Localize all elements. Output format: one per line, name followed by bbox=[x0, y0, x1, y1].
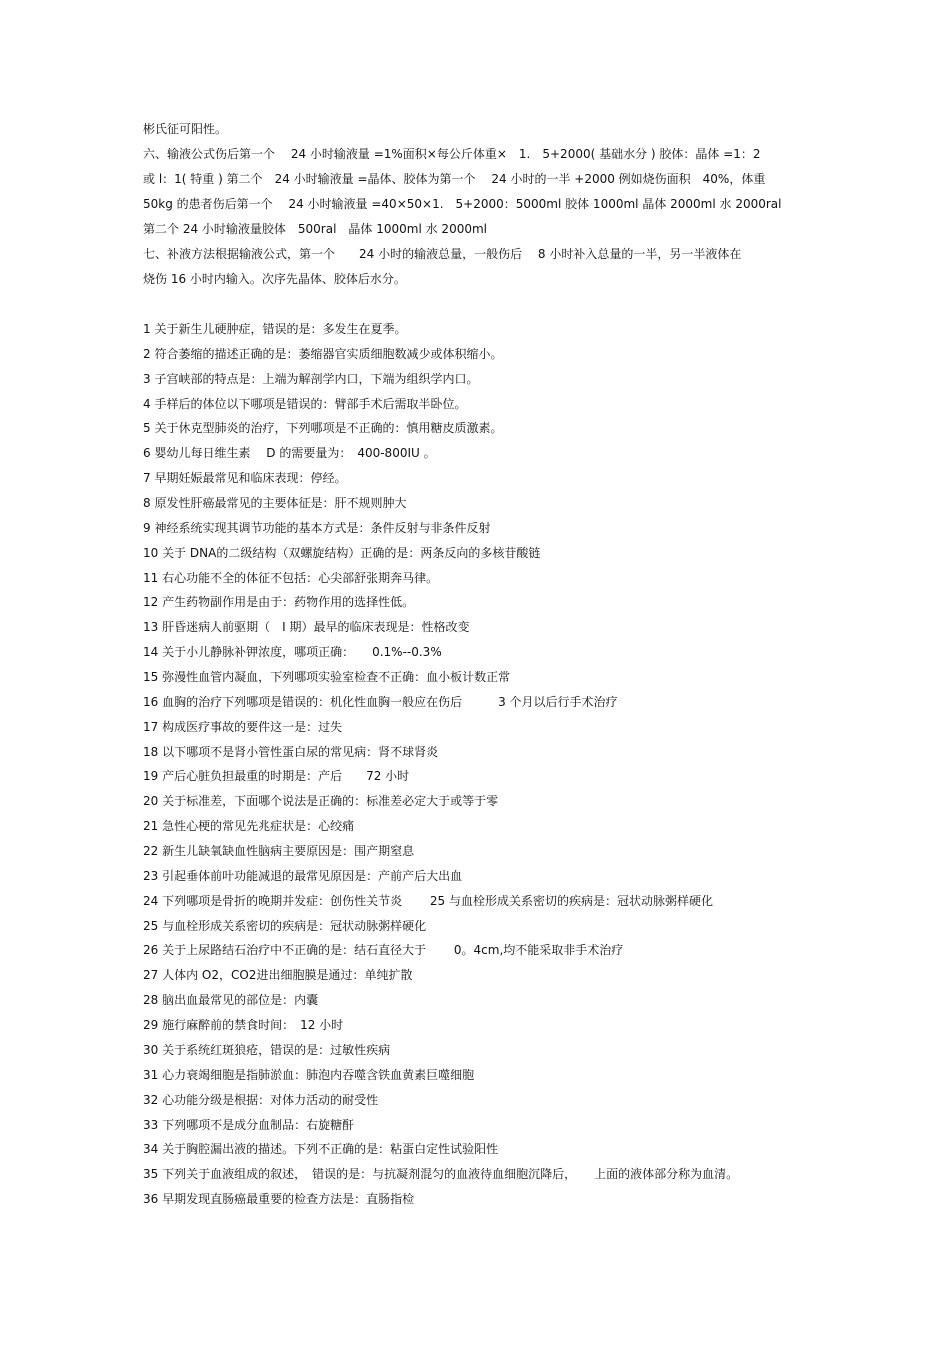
question-list bbox=[143, 317, 813, 1212]
question-item: 24 下列哪项是骨折的晚期并发症：创伤性关节炎 25 与血栓形成关系密切的疾病是：冠状动脉粥样硬化 bbox=[143, 893, 713, 908]
question-item: 3 子宫峡部的特点是：上端为解剖学内口，下端为组织学内口。 bbox=[143, 371, 479, 386]
question-item: 23 引起垂体前叶功能减退的最常见原因是：产前产后大出血 bbox=[143, 868, 463, 883]
question-item: 17 构成医疗事故的要件这一是：过失 bbox=[143, 719, 343, 734]
question-item: 13 肝昏迷病人前驱期（ I 期）最早的临床表现是：性格改变 bbox=[143, 620, 470, 635]
question-item: 22 新生儿缺氧缺血性脑病主要原因是：围产期窒息 bbox=[143, 844, 415, 859]
question-item: 25 与血栓形成关系密切的疾病是：冠状动脉粥样硬化 bbox=[143, 918, 427, 933]
question-item: 20 关于标准差，下面哪个说法是正确的：标准差必定大于或等于零 bbox=[143, 794, 499, 809]
intro-line: 彬氏征可阳性。 bbox=[143, 122, 228, 136]
question-item: 6 婴幼儿每日维生素 D 的需要量为： 400-800IU 。 bbox=[143, 446, 436, 461]
question-item: 19 产后心脏负担最重的时期是：产后 72 小时 bbox=[143, 769, 410, 784]
question-item: 30 关于系统红斑狼疮，错误的是：过敏性疾病 bbox=[143, 1042, 391, 1057]
question-item: 8 原发性肝癌最常见的主要体征是：肝不规则肿大 bbox=[143, 496, 407, 511]
intro-line: 或 l：1( 特重 ) 第二个 24 小时输液量 =晶体、胶体为第一个 24 小时的一半 +2000 例如烧伤面积 40%，体重 bbox=[143, 172, 766, 186]
question-item: 31 心力衰竭细胞是指肺淤血：肺泡内吞噬含铁血黄素巨噬细胞 bbox=[143, 1067, 475, 1082]
question-item: 21 急性心梗的常见先兆症状是：心绞痛 bbox=[143, 819, 355, 834]
question-item: 14 关于小儿静脉补钾浓度，哪项正确： 0.1%--0.3% bbox=[143, 645, 442, 660]
question-item: 16 血胸的治疗下列哪项是错误的：机化性血胸一般应在伤后 3 个月以后行手术治疗 bbox=[143, 694, 618, 709]
question-item: 7 早期妊娠最常见和临床表现：停经。 bbox=[143, 471, 347, 486]
question-item: 32 心功能分级是根据：对体力活动的耐受性 bbox=[143, 1092, 379, 1107]
question-item: 28 脑出血最常见的部位是：内囊 bbox=[143, 993, 319, 1008]
intro-line: 七、补液方法根据输液公式，第一个 24 小时的输液总量，一般伤后 8 小时补入总量的一半，另一半液体在 bbox=[143, 247, 742, 261]
question-item: 15 弥漫性血管内凝血，下列哪项实验室检查不正确：血小板计数正常 bbox=[143, 670, 511, 685]
question-item: 18 以下哪项不是肾小管性蛋白尿的常见病：肾不球肾炎 bbox=[143, 744, 439, 759]
intro-line: 第二个 24 小时输液量胶体 500ral 晶体 1000ml 水 2000ml bbox=[143, 222, 487, 236]
intro-line: 六、输液公式伤后第一个 24 小时输液量 =1%面积×每公斤体重× 1. 5+2000( 基础水分 ) 胶体：晶体 =1：2 bbox=[143, 147, 761, 161]
question-item: 12 产生药物副作用是由于：药物作用的选择性低。 bbox=[143, 595, 415, 610]
question-item: 26 关于上尿路结石治疗中不正确的是：结石直径大于 0。4cm,均不能采取非手术治疗 bbox=[143, 943, 624, 958]
question-item: 1 关于新生儿硬肿症，错误的是：多发生在夏季。 bbox=[143, 322, 407, 336]
question-item: 11 右心功能不全的体征不包括：心尖部舒张期奔马律。 bbox=[143, 570, 439, 585]
intro-section bbox=[143, 117, 813, 292]
question-item: 27 人体内 O2，CO2进出细胞膜是通过：单纯扩散 bbox=[143, 968, 413, 983]
question-item: 2 符合萎缩的描述正确的是：萎缩器官实质细胞数减少或体积缩小。 bbox=[143, 346, 503, 361]
question-item: 29 施行麻醉前的禁食时间： 12 小时 bbox=[143, 1018, 344, 1033]
intro-line: 50kg 的患者伤后第一个 24 小时输液量 =40×50×1. 5+2000：5000ml 胶体 1000ml 晶体 2000ml 水 2000ral bbox=[143, 197, 782, 211]
question-item: 10 关于 DNA的二级结构（双螺旋结构）正确的是：两条反向的多核苷酸链 bbox=[143, 545, 541, 560]
question-item: 34 关于胸腔漏出液的描述。下列不正确的是：粘蛋白定性试验阳性 bbox=[143, 1142, 499, 1157]
question-item: 4 手样后的体位以下哪项是错误的：臂部手术后需取半卧位。 bbox=[143, 396, 467, 411]
question-item: 36 早期发现直肠癌最重要的检查方法是：直肠指检 bbox=[143, 1192, 415, 1207]
intro-line: 烧伤 16 小时内输入。次序先晶体、胶体后水分。 bbox=[143, 272, 406, 286]
question-item: 33 下列哪项不是成分血制品：右旋糖酐 bbox=[143, 1117, 355, 1132]
question-item: 5 关于休克型肺炎的治疗，下列哪项是不正确的：慎用糖皮质激素。 bbox=[143, 421, 503, 436]
question-item: 35 下列关于血液组成的叙述， 错误的是：与抗凝剂混匀的血液待血细胞沉降后， 上面的液体部分称为血清。 bbox=[143, 1167, 739, 1182]
question-item: 9 神经系统实现其调节功能的基本方式是：条件反射与非条件反射 bbox=[143, 520, 491, 535]
